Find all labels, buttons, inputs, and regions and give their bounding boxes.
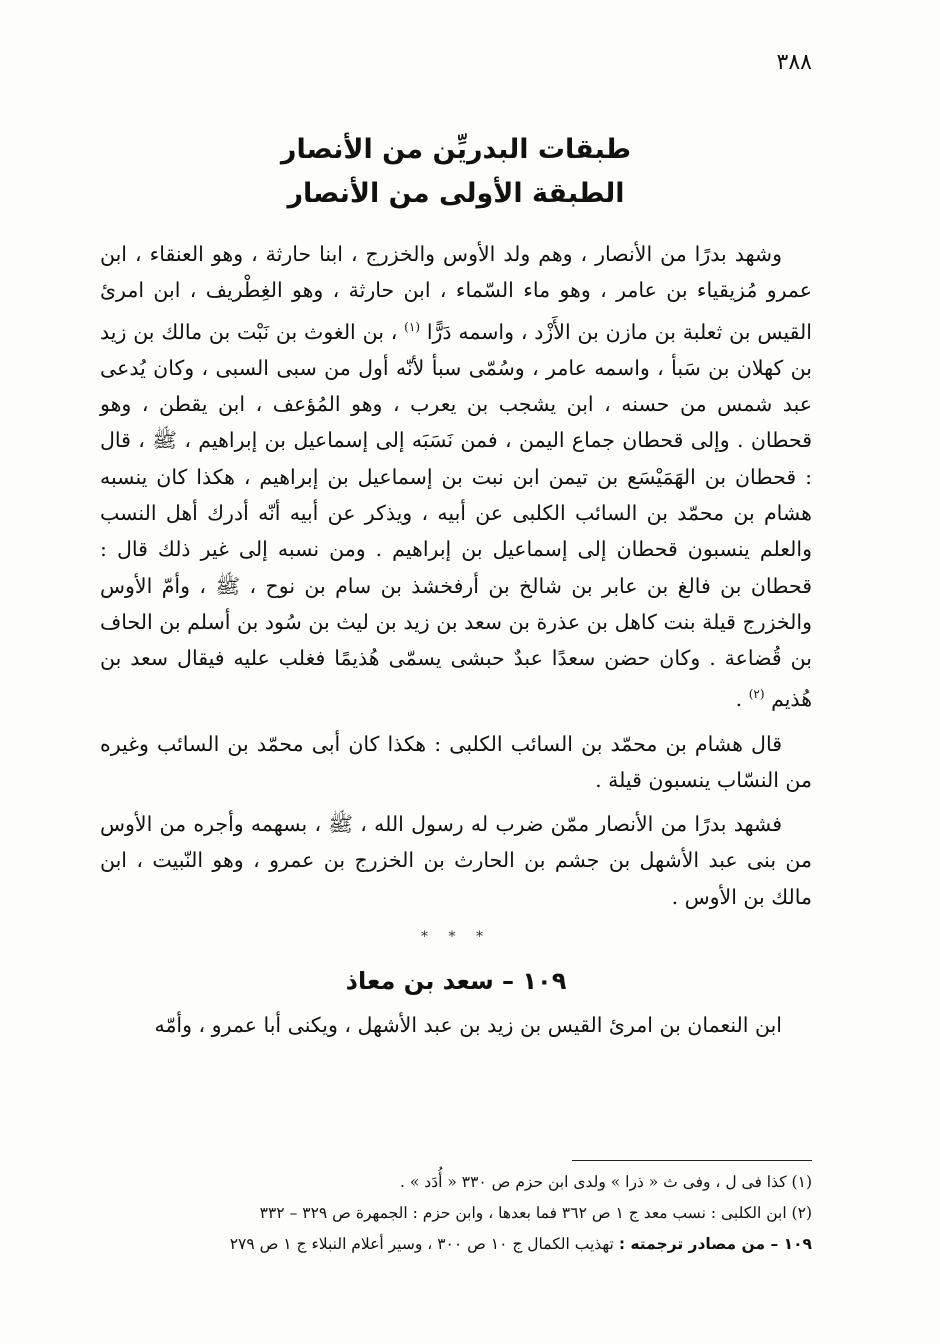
paragraph-lineage [100, 236, 812, 718]
section-separator: * * * [421, 929, 491, 945]
footnotes [100, 1160, 812, 1260]
sub-heading: الطبقة الأولى من الأنصار [287, 178, 625, 209]
footnote-sources [100, 1229, 812, 1260]
footnote-ref-2: (٢) [748, 687, 765, 702]
footnote-ref-1: (١) [404, 319, 420, 334]
paragraph-hisham: قال هشام بن محمّد بن السائب الكلبى : هكذا كان أبى محمّد بن السائب وغيره من النسّاب ينسبون قيلة . [100, 731, 812, 792]
main-heading: طبقات البدريِّن من الأنصار [280, 134, 632, 165]
footnote-sources-label: ١٠٩ – من مصادر ترجمته : [618, 1235, 812, 1253]
footnote-rule [572, 1160, 812, 1161]
paragraph-text: وشهد بدرًا من الأنصار ، وهم ولد الأوس والخزرج ، ابنا حارثة ، وهو العنقاء ، ابن عمرو مُزيقياء بن عامر ، وهو ماء السّماء ، ابن حارثة ، وهو الغِطْريف ، ابن امرئ القيس بن ثعلبة بن مازن بن الأَزْد ، واسمه دَرًّا [100, 242, 812, 344]
footnote-sources-text: تهذيب الكمال ج ١٠ ص ٣٠٠ ، وسير أعلام النبلاء ج ١ ص ٢٧٩ [229, 1235, 614, 1253]
body-text [100, 236, 812, 1051]
entry-title: ١٠٩ – سعد بن معاذ [345, 967, 567, 995]
page-number: ٣٨٨ [776, 50, 812, 75]
footnote-2: (٢) ابن الكلبى : نسب معد ج ١ ص ٣٦٢ فما بعدها ، وابن حزم : الجمهرة ص ٣٢٩ – ٣٣٢ [259, 1204, 812, 1222]
paragraph-end: . [735, 687, 743, 712]
paragraph-badr: فشهد بدرًا من الأنصار ممّن ضرب له رسول الله ، ﷺ ، بسهمه وأجره من الأوس من بنى عبد الأشهل بن جشم بن الحارث بن الخزرج بن عمرو ، وهو النّبيت ، ابن مالك بن الأوس . [100, 812, 812, 909]
footnote-1: (١) كذا فى ل ، وفى ث « ذرا » ولدى ابن حزم ص ٣٣٠ « أُدَد » . [400, 1173, 812, 1191]
heading-block [100, 128, 812, 216]
paragraph-text-cont: ، بن الغوث بن نَبْت بن مالك بن زيد بن كهلان بن سَبأ ، واسمه عامر ، وسُمّى سبأ لأنّه أول من سبى السبى ، وكان يُدعى عبد شمس من حسنه ، ابن يشجب بن يعرب ، وهو المُؤعف ، ابن يقطن ، وهو قحطان . وإلى قحطان جماع اليمن ، فمن نَسَبَه إلى إسماعيل بن إبراهيم ، ﷺ ، قال : قحطان بن الهَمَيْسَع بن تيمن ابن نبت بن إسماعيل بن إبراهيم ، هكذا كان ينسبه هشام بن محمّد بن السائب الكلبى عن أبيه ، ويذكر عن أبيه أنّه أدرك أهل النسب والعلم ينسبون قحطان إلى إسماعيل بن إبراهيم . ومن نسبه إلى غير ذلك قال : قحطان بن فالغ بن عابر بن شالخ بن أرفخشذ بن سام بن نوح ، ﷺ ، وأمّ الأوس والخزرج قيلة بنت كاهل بن عذرة بن سعد بن زيد بن ليث بن سُود بن أسلم بن الحاف بن قُضاعة . وكان حضن سعدًا عبدٌ حبشى يسمّى هُذيمًا فغلب عليه فيقال سعد بن هُذيم [100, 319, 812, 712]
entry-first-line: ابن النعمان بن امرئ القيس بن زيد بن عبد الأشهل ، ويكنى أبا عمرو ، وأمّه [154, 1013, 782, 1037]
